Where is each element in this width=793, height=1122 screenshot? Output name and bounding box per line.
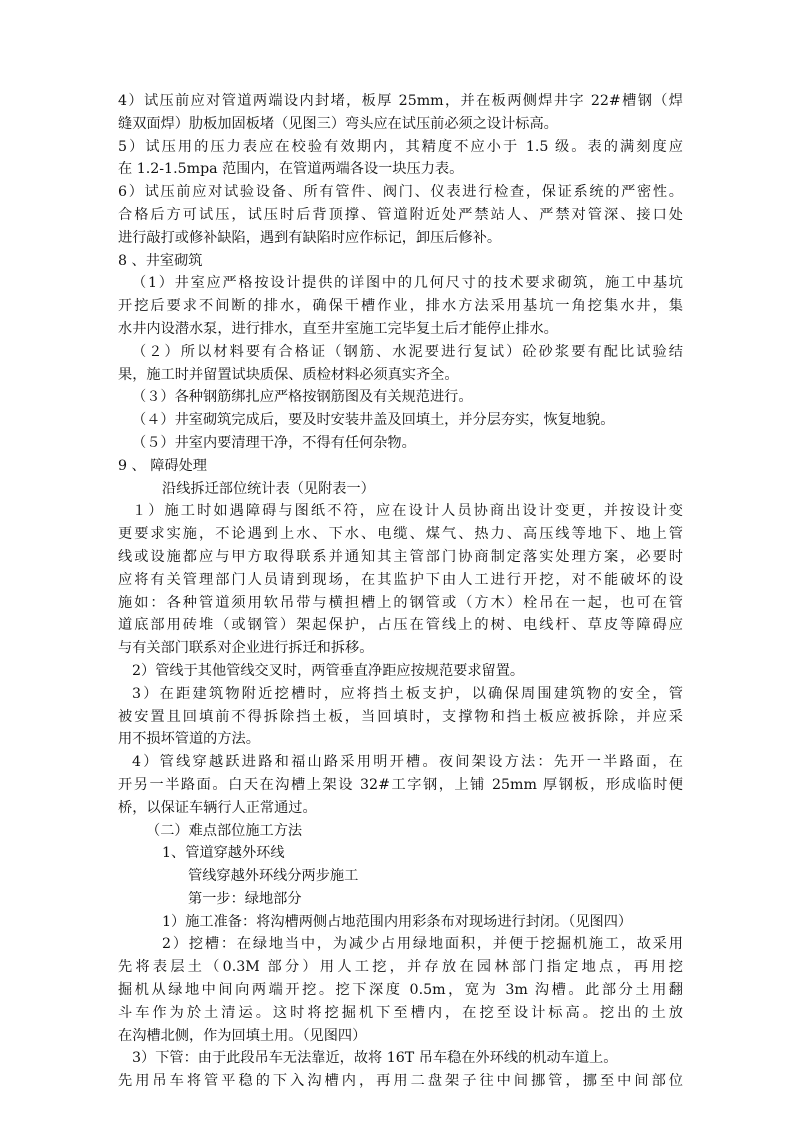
text-line: 斗车作为於土清运。这时将挖掘机下至槽内，在挖至设计标高。挖出的土放	[118, 1004, 683, 1021]
text-line: 先将表层土（0.3M 部分）用人工挖，并存放在园林部门指定地点，再用挖	[118, 959, 683, 976]
text-line: 用不损坏管道的方法。	[118, 731, 260, 748]
text-line: 进行敲打或修补缺陷，遇到有缺陷时应作标记，卸压后修补。	[118, 229, 502, 246]
text-line: （1）井室应严格按设计提供的详图中的几何尺寸的技术要求砌筑，施工中基坑	[132, 275, 683, 292]
text-line: 缝双面焊）肋板加固板堵（见图三）弯头应在试压前必须之设计标高。	[118, 115, 558, 132]
text-line: 9 、 障碍处理	[118, 457, 207, 474]
text-line: 开另一半路面。白天在沟槽上架设 32#工字钢，上铺 25mm 厚钢板，形成临时便	[118, 776, 683, 793]
text-line: 3）下管：由于此段吊车无法靠近，故将 16T 吊车稳在外环线的机动车道上。	[132, 1050, 618, 1067]
text-line: 水井内设潜水泵，进行排水，直至井室施工完毕复土后才能停止排水。	[118, 320, 558, 337]
text-line: 在 1.2-1.5mpa 范围内，在管道两端各设一块压力表。	[118, 161, 464, 178]
text-line: 第一步：绿地部分	[188, 890, 302, 907]
text-line: １）施工时如遇障碍与图纸不符，应在设计人员协商出设计变更，并按设计变	[132, 503, 683, 520]
text-line: 施如：各种管道须用软吊带与横担槽上的钢管或（方木）栓吊在一起，也可在管	[118, 594, 683, 611]
text-line: 桥，以保证车辆行人正常通过。	[118, 799, 317, 816]
text-line: （２）所以材料要有合格证（钢筋、水泥要进行复试）砼砂浆要有配比试验结	[132, 343, 683, 360]
text-line: 2）挖槽：在绿地当中，为减少占用绿地面积，并便于挖掘机施工，故采用	[162, 936, 683, 953]
text-line: 4）管线穿越跃进路和福山路采用明开槽。夜间架设方法：先开一半路面，在	[132, 754, 683, 771]
text-line: 果，施工时并留置试块质保、质检材料必须真实齐全。	[118, 366, 459, 383]
text-line: 线或设施都应与甲方取得联系并通知其主管部门协商制定落实处理方案，必要时	[118, 548, 683, 565]
text-line: 1、管道穿越外环线	[162, 845, 285, 862]
text-line: 3）在距建筑物附近挖槽时，应将挡土板支护，以确保周围建筑物的安全，管	[132, 685, 683, 702]
text-line: 在沟槽北侧，作为回填土用。（见图四）	[118, 1027, 367, 1044]
text-line: 8 、井室砌筑	[118, 252, 203, 269]
text-line: 开挖后要求不间断的排水，确保干槽作业，排水方法采用基坑一角挖集水井，集	[118, 298, 683, 315]
text-line: 更要求实施，不论遇到上水、下水、电缆、煤气、热力、高压线等地下、地上管	[118, 526, 683, 543]
text-line: （５）井室内要清理干净，不得有任何杂物。	[132, 434, 416, 451]
text-line: 5）试压用的压力表应在校验有效期内，其精度不应小于 1.5 级。表的满刻度应	[118, 138, 683, 155]
text-line: 1）施工准备：将沟槽两侧占地范围内用彩条布对现场进行封闭。（见图四）	[162, 913, 633, 930]
text-line: 管线穿越外环线分两步施工	[188, 868, 359, 885]
text-line: （３）各种钢筋绑扎应严格按钢筋图及有关规范进行。	[132, 389, 473, 406]
text-line: 4）试压前应对管道两端设内封堵，板厚 25mm，并在板两侧焊井字 22#槽钢（焊	[118, 93, 683, 109]
text-line: （４）井室砌筑完成后，要及时安装井盖及回填土，并分层夯实，恢复地貌。	[132, 412, 615, 429]
document-page	[118, 90, 683, 1093]
text-line: 应将有关管理部门人员请到现场，在其监护下由人工进行开挖，对不能破坏的设	[118, 571, 683, 588]
text-line: 掘机从绿地中间向两端开挖。挖下深度 0.5m，宽为 3m 沟槽。此部分土用翻	[118, 982, 683, 999]
text-line: 道底部用砖堆（或钢管）架起保护，占压在管线上的树、电线杆、草皮等障碍应	[118, 617, 683, 634]
text-line: 6）试压前应对试验设备、所有管件、阀门、仪表进行检查，保证系统的严密性。	[118, 184, 683, 201]
text-line: 与有关部门联系对企业进行拆迁和拆移。	[118, 640, 374, 657]
text-line: 2）管线于其他管线交叉时，两管垂直净距应按规范要求留置。	[132, 662, 525, 679]
text-line: 被安置且回填前不得拆除挡土板，当回填时，支撑物和挡土板应被拆除，并应采	[118, 708, 683, 725]
text-line: 合格后方可试压，试压时后背顶撑、管道附近处严禁站人、严禁对管深、接口处	[118, 206, 683, 223]
text-line: 沿线拆迁部位统计表（见附表一）	[162, 480, 375, 497]
text-line: 先用吊车将管平稳的下入沟槽内，再用二盘架子往中间挪管，挪至中间部位	[118, 1073, 683, 1090]
text-line: （二）难点部位施工方法	[146, 822, 303, 839]
